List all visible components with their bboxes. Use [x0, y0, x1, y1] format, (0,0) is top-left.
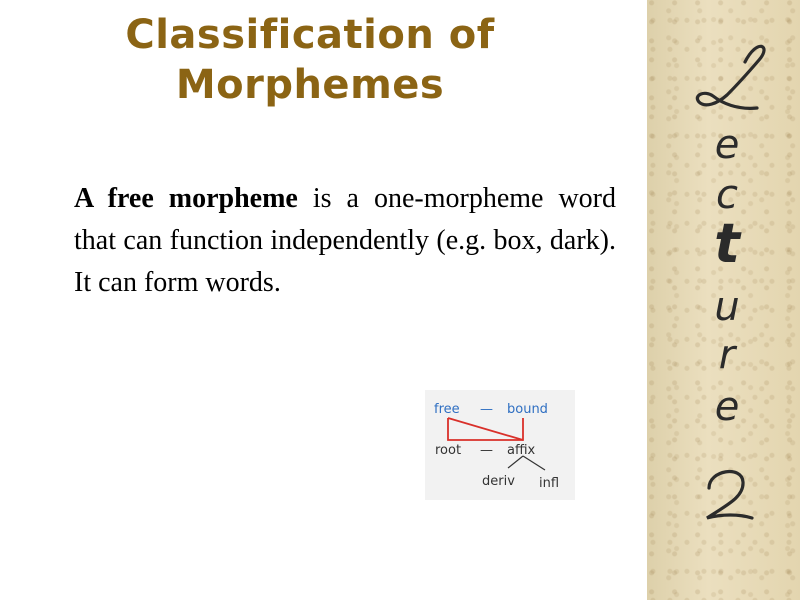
sidebar-script-2: [707, 472, 752, 518]
body-text: is a one-morpheme word that can function independently (e.g. box, dark). It can form words.: [74, 183, 616, 298]
diagram-bound: bound: [507, 402, 548, 417]
diagram-deriv: deriv: [482, 474, 515, 489]
diagram-svg: [425, 390, 575, 500]
title-line-1: Classification of: [125, 12, 495, 58]
body-term: A free morpheme: [74, 183, 298, 214]
diagram-branch-infl: [523, 456, 545, 470]
diagram-affix: affix: [507, 443, 536, 458]
sidebar-letter-c: c: [716, 172, 738, 218]
title-line-2: Morphemes: [175, 62, 445, 108]
morpheme-diagram: [425, 390, 575, 500]
lecture-sidebar-lettering: [647, 0, 800, 600]
diagram-free: free: [434, 402, 460, 417]
sidebar-letter-u: u: [714, 284, 740, 330]
sidebar-letter-t: t: [714, 212, 740, 275]
sidebar-letter-e2: e: [714, 384, 740, 430]
diagram-dash-2: —: [480, 443, 493, 458]
sidebar-letter-e1: e: [714, 122, 740, 168]
diagram-infl: infl: [539, 476, 560, 491]
sidebar-script-l: [697, 46, 764, 108]
body-paragraph: [74, 178, 616, 304]
slide-title: [60, 10, 560, 110]
diagram-dash-1: —: [480, 402, 493, 417]
sidebar-letter-r: r: [718, 332, 736, 378]
diagram-bound-affix-link: [448, 418, 523, 440]
lecture-sidebar: [647, 0, 800, 600]
diagram-root: root: [435, 443, 462, 458]
